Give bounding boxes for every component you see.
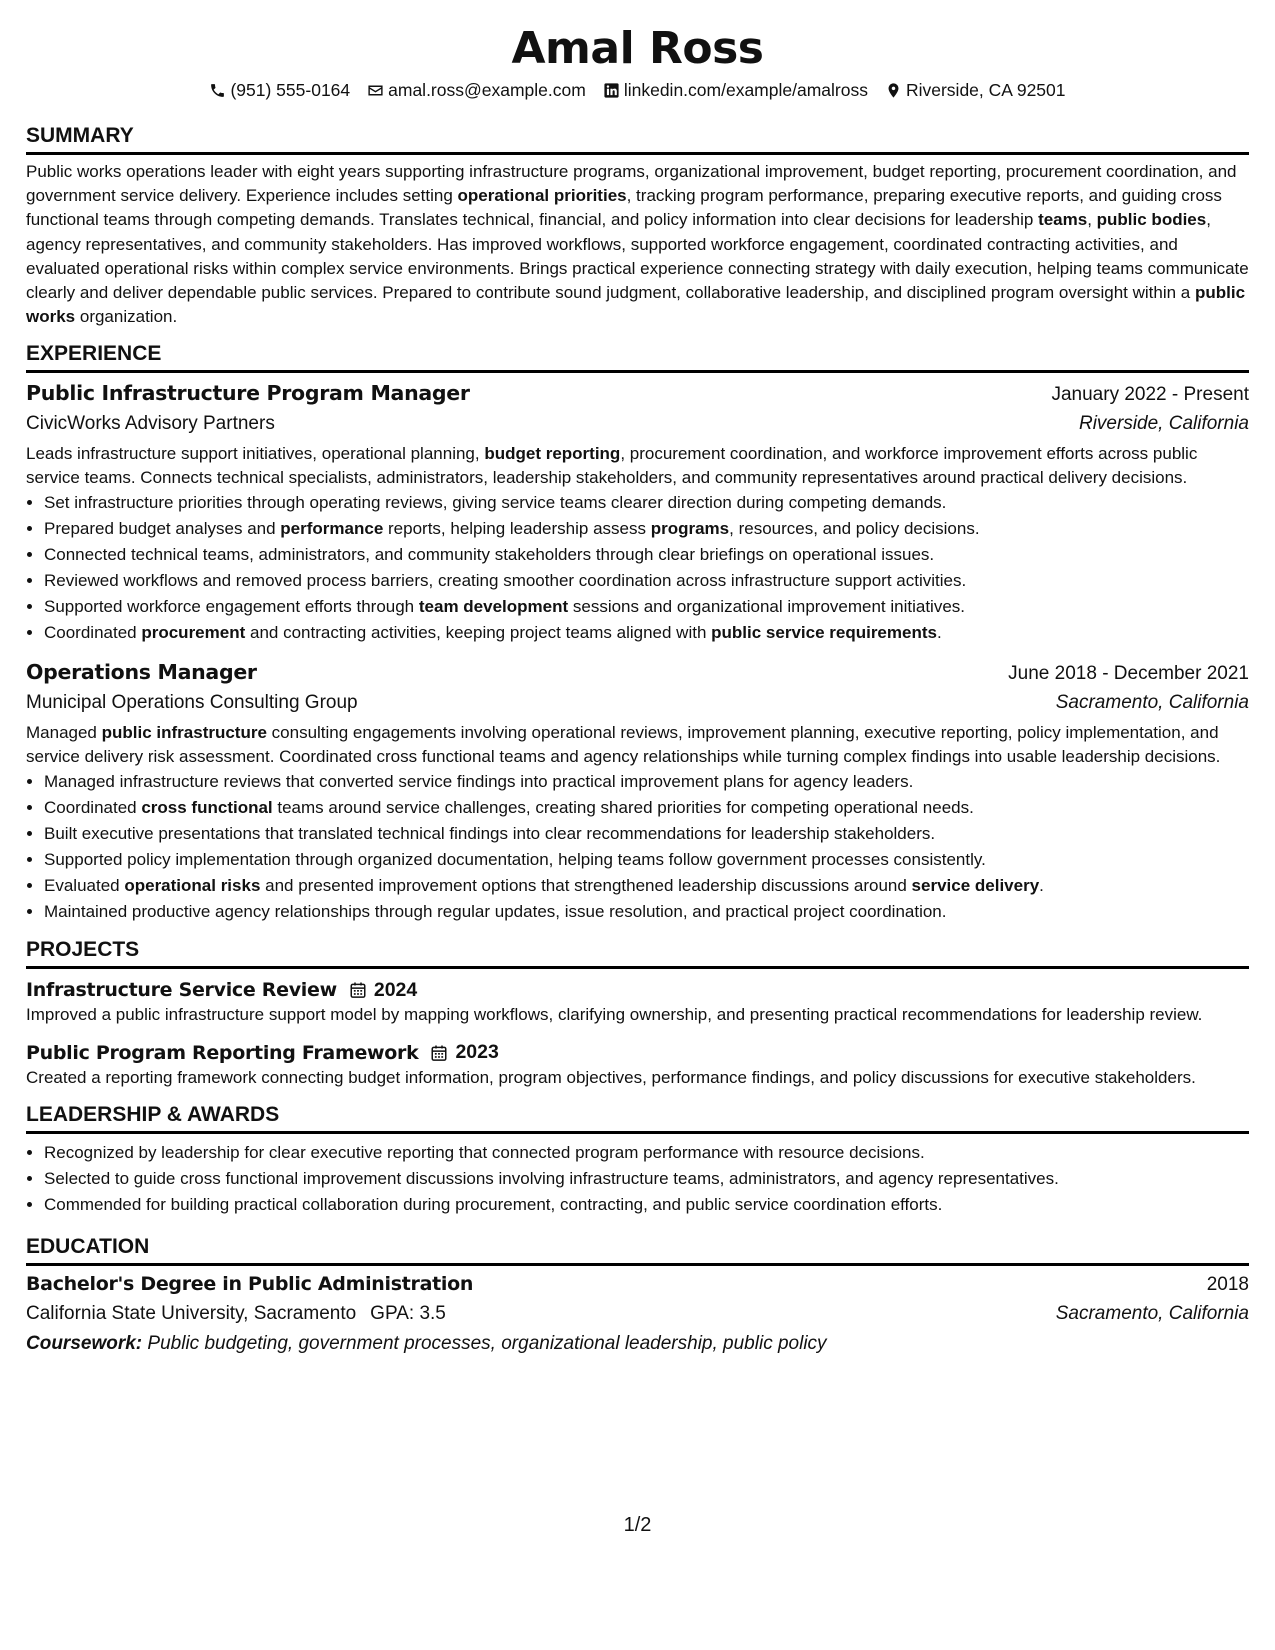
bullet-item: • Prepared budget analyses and performance reports, helping leadership assess programs, resources, and policy decisions. <box>44 516 1249 542</box>
gpa: GPA: 3.5 <box>370 1303 446 1325</box>
linkedin-icon <box>603 82 620 99</box>
job-entry <box>26 658 1249 925</box>
phone-text: (951) 555-0164 <box>230 80 351 100</box>
project-year-text: 2023 <box>455 1041 499 1064</box>
project-description: Created a reporting framework connecting budget information, program objectives, performance findings, and policy discussions for executive stakeholders. <box>26 1067 1196 1087</box>
bold-text: operational priorities <box>457 186 627 206</box>
contact-location <box>885 78 1066 102</box>
bold-text: budget reporting <box>484 444 621 464</box>
bold-text: public infrastructure <box>101 723 267 743</box>
bullet-item: • Supported policy implementation through organized documentation, helping teams follow government processes consistently. <box>44 847 1249 873</box>
leadership-section <box>26 1102 1249 1218</box>
bold-text: procurement <box>141 623 246 643</box>
job-location: Sacramento, California <box>1055 692 1249 714</box>
linkedin-text: linkedin.com/example/amalross <box>623 80 868 100</box>
degree-title: Bachelor's Degree in Public Administration <box>26 1273 474 1296</box>
email-icon <box>367 82 384 99</box>
summary-heading: SUMMARY <box>26 123 1249 155</box>
bullet-item: • Maintained productive agency relationships through regular updates, issue resolution, and practical project coordination. <box>44 899 1249 925</box>
project-description: Improved a public infrastructure support model by mapping workflows, clarifying ownership, and presenting practical recommendations for leadership review. <box>26 1005 1203 1025</box>
experience-section <box>26 341 1249 925</box>
job-dates: January 2022 - Present <box>1051 384 1249 406</box>
summary-text: Public works operations leader with eight years supporting infrastructure programs, organizational improvement, budget reporting, procurement coordination, and government service delivery. Experience includes setting operational priorities, tracking program performance, preparing executive reports, and guiding cross functional teams through competing demands. Translates technical, financial, and policy information into clear decisions for leadership teams, public bodies, agency representatives, and community stakeholders. Has improved workflows, supported workforce engagement, coordinated contracting activities, and evaluated operational risks within complex service environments. Brings practical experience connecting strategy with daily execution, helping teams communicate clearly and deliver dependable public services. Prepared to contribute sound judgment, collaborative leadership, and disciplined program oversight within a public works organization. <box>26 162 1249 327</box>
school-line <box>26 1299 446 1329</box>
bullet-item: • Commended for building practical collaboration during procurement, contracting, and public service coordination efforts. <box>44 1192 1249 1218</box>
bold-text: programs <box>650 519 730 539</box>
job-title: Operations Manager <box>26 660 257 685</box>
bullet-item: • Recognized by leadership for clear executive reporting that connected program performance with resource decisions. <box>44 1140 1249 1166</box>
resume-content <box>26 22 1249 1359</box>
bold-text: operational risks <box>124 876 261 896</box>
page-number: 1/2 <box>623 1514 652 1536</box>
graduation-year: 2018 <box>1206 1274 1249 1296</box>
school-location: Sacramento, California <box>1055 1303 1249 1325</box>
coursework-line <box>26 1329 1249 1359</box>
bullet-item: • Selected to guide cross functional improvement discussions involving infrastructure teams, administrators, and agency representatives. <box>44 1166 1249 1192</box>
bullet-item: • Built executive presentations that translated technical findings into clear recommendations for leadership stakeholders. <box>44 821 1249 847</box>
job-description: Managed public infrastructure consulting engagements involving operational reviews, improvement planning, executive reporting, policy implementation, and service delivery risk assessment. Coordinated cross functional teams and agency relationships while turning complex findings into usable leadership decisions. <box>26 723 1221 766</box>
project-year-text: 2024 <box>373 978 418 1001</box>
coursework-label: Coursework: <box>26 1333 143 1355</box>
bold-text: teams <box>1038 210 1088 230</box>
project-year <box>430 1041 498 1064</box>
school-name: California State University, Sacramento <box>26 1303 357 1325</box>
leadership-heading: LEADERSHIP & AWARDS <box>26 1102 1249 1134</box>
contact-phone[interactable] <box>209 78 350 102</box>
bullet-item: • Coordinated procurement and contracting activities, keeping project teams aligned with public service requirements. <box>44 620 1249 646</box>
company-name: Municipal Operations Consulting Group <box>26 692 358 714</box>
project-title: Public Program Reporting Framework <box>26 1041 419 1064</box>
bold-text: service delivery <box>911 876 1040 896</box>
bullet-item: • Evaluated operational risks and presented improvement options that strengthened leadership discussions around service delivery. <box>44 873 1249 899</box>
contact-email[interactable] <box>367 78 586 102</box>
bold-text: public service requirements <box>711 623 937 643</box>
job-entry <box>26 379 1249 646</box>
location-icon <box>885 82 902 99</box>
project-entry <box>26 977 1249 1028</box>
job-description: Leads infrastructure support initiatives, operational planning, budget reporting, procurement coordination, and workforce improvement efforts across public service teams. Connects technical specialists, administrators, leadership stakeholders, and community representatives around practical delivery decisions. <box>26 444 1198 487</box>
bullet-item: • Connected technical teams, administrators, and community stakeholders through clear briefings on operational issues. <box>44 542 1249 568</box>
phone-icon <box>209 82 226 99</box>
location-text: Riverside, CA 92501 <box>905 80 1066 100</box>
candidate-name: Amal Ross <box>511 23 764 74</box>
leadership-bullets <box>26 1140 1249 1218</box>
projects-heading: PROJECTS <box>26 937 1249 969</box>
contact-linkedin[interactable] <box>603 78 868 102</box>
job-location: Riverside, California <box>1078 413 1249 435</box>
project-year <box>349 979 417 1002</box>
calendar-icon <box>349 981 367 999</box>
education-section <box>26 1234 1249 1359</box>
bold-text: team development <box>418 597 569 617</box>
bold-text: performance <box>280 519 384 539</box>
coursework-text: Public budgeting, government processes, organizational leadership, public policy <box>142 1333 827 1355</box>
bullet-item: • Set infrastructure priorities through operating reviews, giving service teams clearer direction during competing demands. <box>44 490 1249 516</box>
bold-text: public works <box>26 283 1246 327</box>
bold-text: public bodies <box>1096 210 1207 230</box>
projects-section <box>26 937 1249 1090</box>
summary-section <box>26 123 1249 329</box>
bullet-item: • Managed infrastructure reviews that converted service findings into practical improvement plans for agency leaders. <box>44 769 1249 795</box>
job-dates: June 2018 - December 2021 <box>1008 663 1249 685</box>
calendar-icon <box>430 1044 448 1062</box>
email-text: amal.ross@example.com <box>388 80 586 100</box>
project-title: Infrastructure Service Review <box>26 979 337 1002</box>
bullet-item: • Coordinated cross functional teams around service challenges, creating shared priorities for competing operational needs. <box>44 795 1249 821</box>
bullet-item: • Reviewed workflows and removed process barriers, creating smoother coordination across infrastructure support activities. <box>44 568 1249 594</box>
education-heading: EDUCATION <box>26 1234 1249 1266</box>
project-entry <box>26 1040 1249 1091</box>
bold-text: cross functional <box>141 798 273 818</box>
job-bullets <box>26 769 1249 925</box>
experience-heading: EXPERIENCE <box>26 341 1249 373</box>
bullet-item: • Supported workforce engagement efforts through team development sessions and organizational improvement initiatives. <box>44 594 1249 620</box>
contact-line <box>26 78 1249 102</box>
job-title: Public Infrastructure Program Manager <box>26 381 470 406</box>
job-bullets <box>26 490 1249 646</box>
company-name: CivicWorks Advisory Partners <box>26 413 275 435</box>
